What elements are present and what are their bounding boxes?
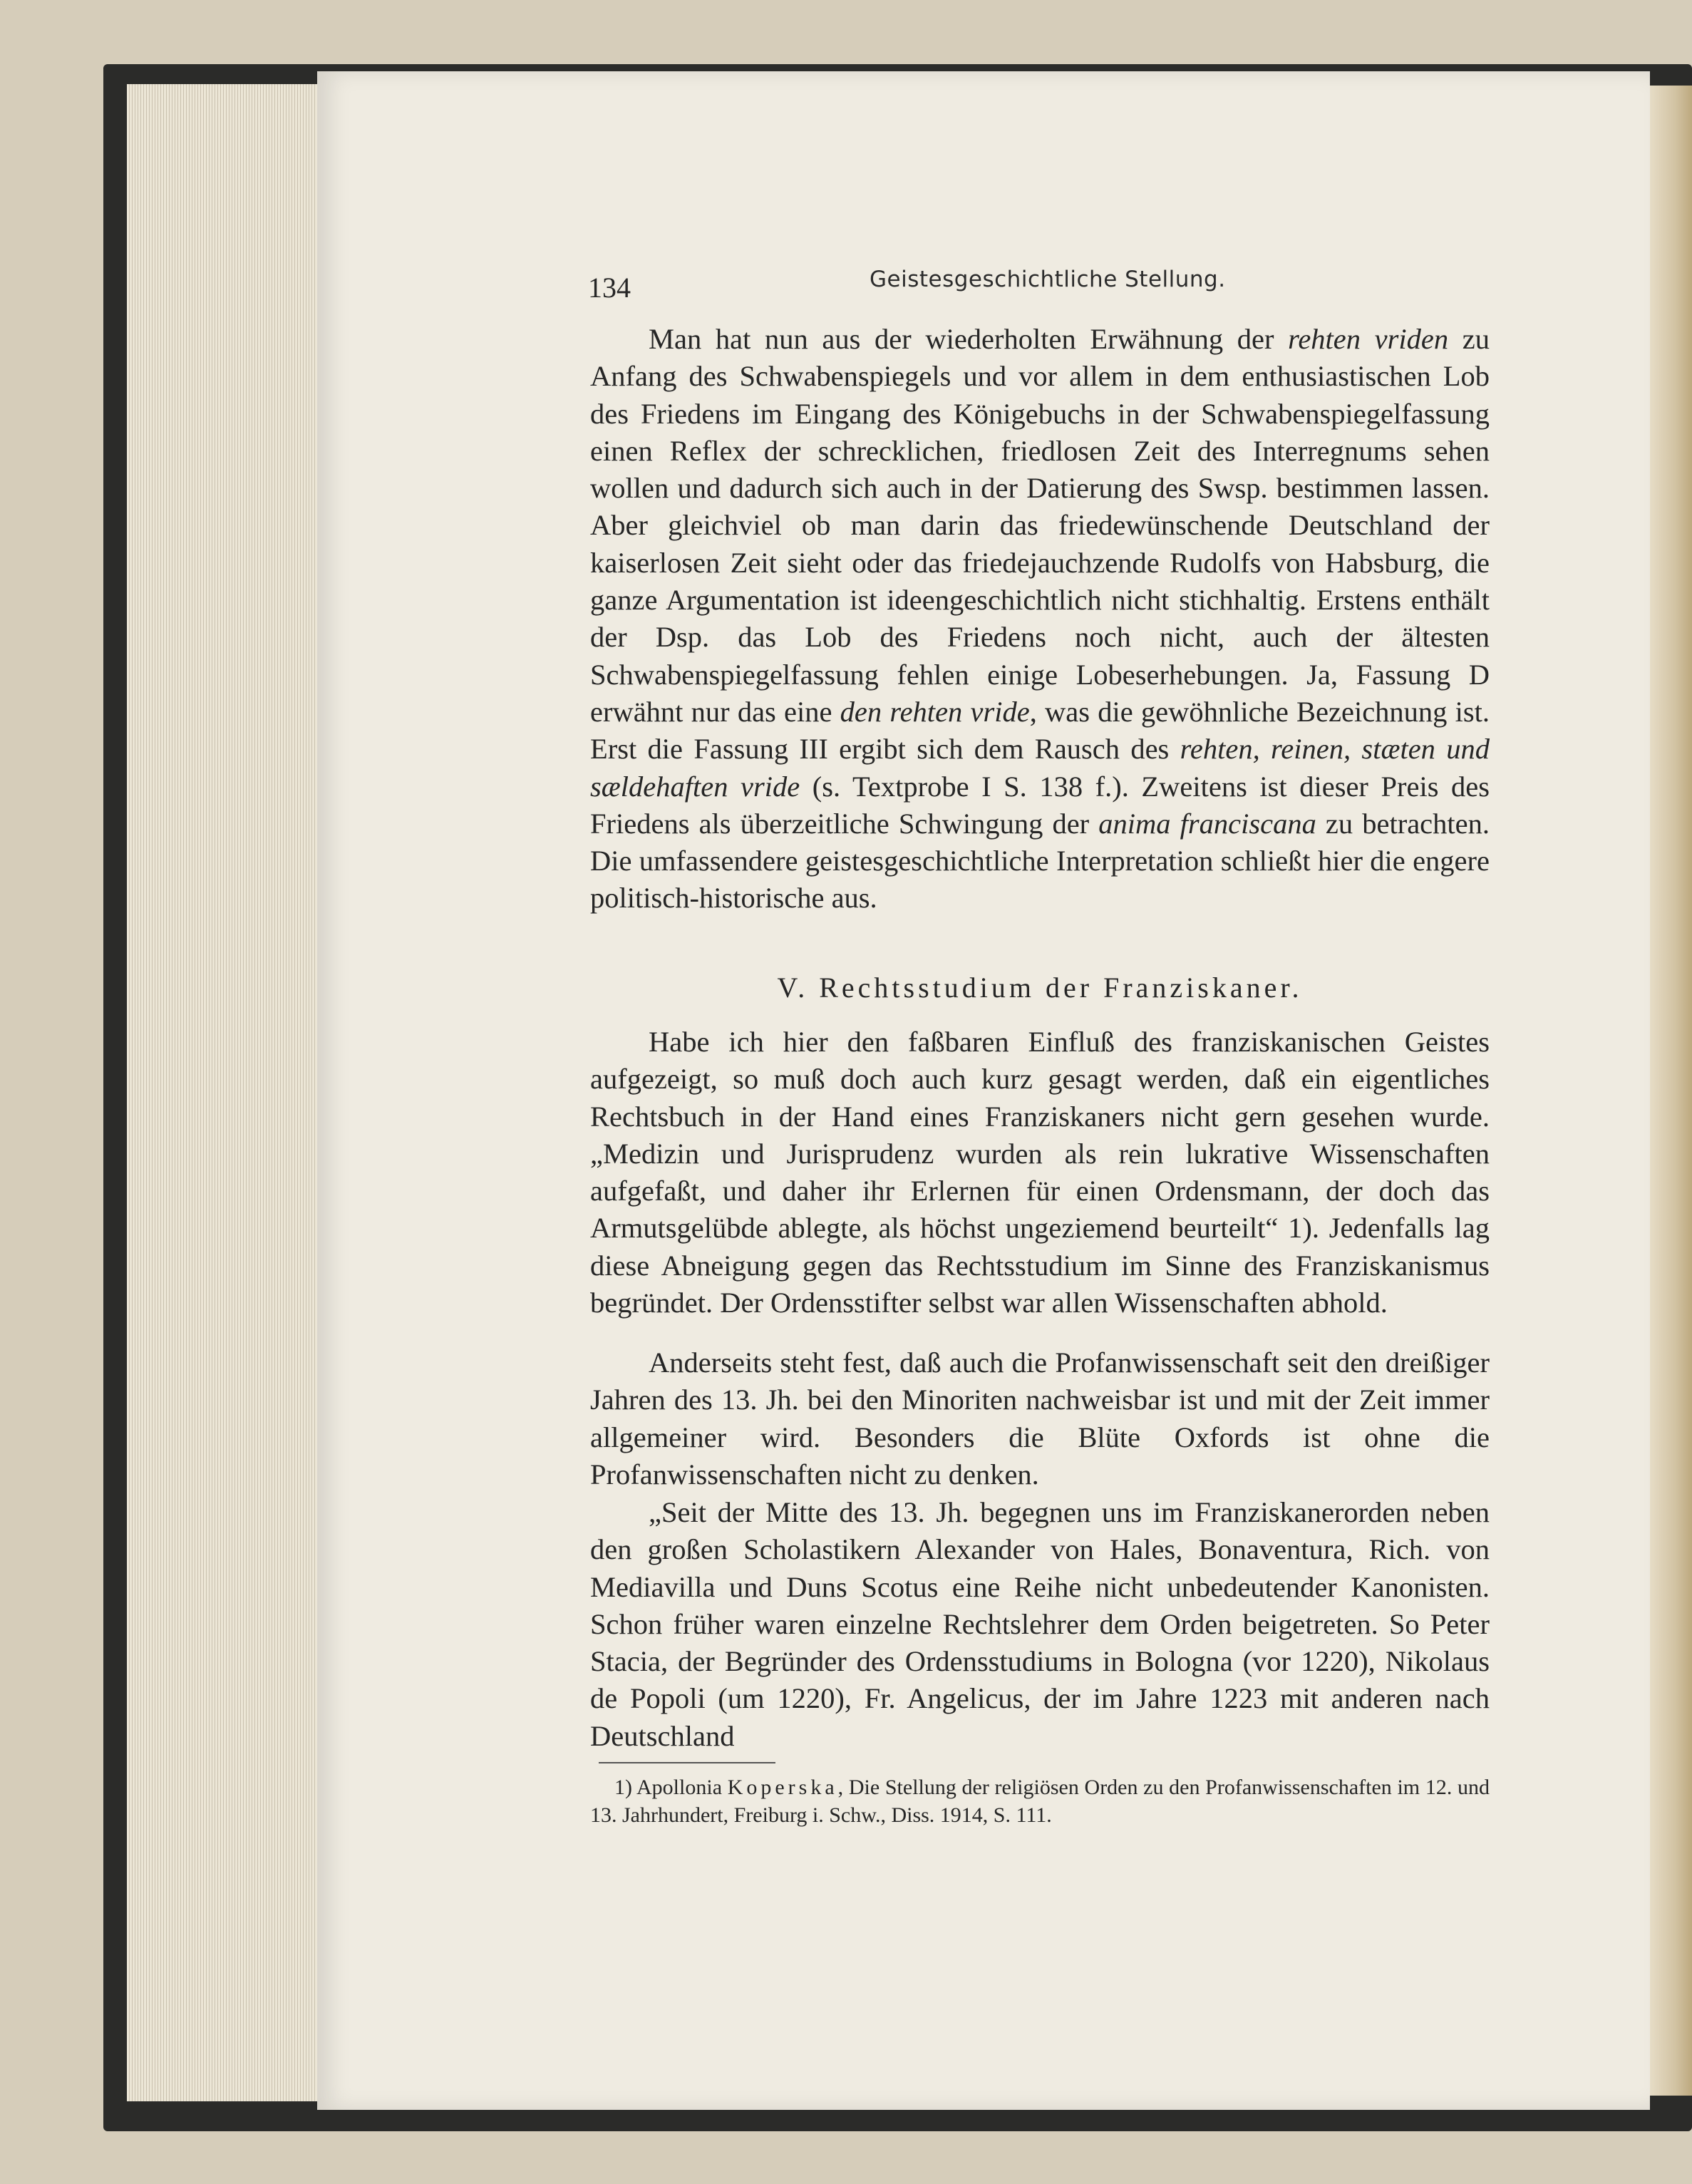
running-head [588,262,1493,305]
footnote-text: , Die Stellung der religiösen Orden zu den Profanwissenschaften im 12. und 13. Jahrhundert, Freiburg i. Schw., Diss. 1914, S. 111. [590,1776,1490,1827]
binding-edge [1650,86,1692,2096]
text-run: Man hat nun aus der wiederholten Erwähnung der [649,323,1289,355]
paragraph-2: Habe ich hier den faßbaren Einfluß des franziskanischen Geistes aufgezeigt, so muß doch auch kurz gesagt werden, daß ein eigentliches Rechtsbuch in der Hand eines Franziskaners nicht gern gesehen wurde. „Medizin und Jurisprudenz wurden als rein lukrative Wissenschaften aufgefaßt, und daher ihr Erlernen für einen Ordensmann, der doch das Armutsgelübde ablegte, als höchst ungeziemend beurteilt“ 1). Jedenfalls lag diese Abneigung gegen das Rechtsstudium im Sinne des Franziskanismus begründet. Der Ordensstifter selbst war allen Wissenschaften abhold. [590,1026,1490,1319]
italic-term: rehten, reinen, stæten und sældehaften vride [590,733,1490,803]
paragraph-1 [590,321,1490,917]
paragraph-3: Anderseits steht fest, daß auch die Profanwissenschaft seit den dreißiger Jahren des 13. Jh. bei den Minoriten nachweisbar ist und mit der Zeit immer allgemeiner wird. Besonders die Blüte Oxfords ist ohne die Profanwissenschaften nicht zu denken. [590,1346,1490,1490]
page-number: 134 [588,272,631,304]
text-run: (s. Textprobe I S. 138 f.). Zweitens ist dieser Preis des Friedens als überzeitliche Schwingung der [590,770,1490,840]
footnote [590,1773,1490,1829]
footnote-author: Koperska [727,1776,838,1799]
italic-term: anima franciscana [1098,807,1316,840]
text-run: zu betrachten. Die umfassendere geistesgeschichtliche Interpretation schließt hier die engere politisch-historische aus. [590,807,1490,915]
page-edges [127,84,321,2101]
italic-term: rehten vriden [1288,323,1449,355]
running-title: Geistesgeschichtliche Stellung. [870,267,1226,292]
section-heading: V. Rechtsstudium der Franziskaner. [777,972,1303,1004]
footnote-rule [599,1762,775,1763]
text-run: , was die gewöhnliche Bezeichnung ist. Erst die Fassung III ergibt sich dem Rausch des [590,695,1490,766]
paragraph-4: „Seit der Mitte des 13. Jh. begegnen uns im Franziskanerorden neben den großen Scholastikern Alexander von Hales, Bonaventura, Rich. von Mediavilla und Duns Scotus eine Reihe nicht unbedeutender Kanonisten. Schon früher waren einzelne Rechtslehrer dem Orden beigetreten. So Peter Stacia, der Begründer des Ordensstudiums in Bologna (vor 1220), Nikolaus de Popoli (um 1220), Fr. Angelicus, der im Jahre 1223 mit anderen nach Deutschland [590,1496,1490,1752]
text-run: zu Anfang des Schwabenspiegels und vor allem in dem enthusiastischen Lob des Friedens im Eingang des Königebuchs in der Schwabenspiegelfassung einen Reflex der schrecklichen, friedlosen Zeit des Interregnums sehen wollen und dadurch sich auch in der Datierung des Swsp. bestimmen lassen. Aber gleichviel ob man darin das friedewünschende Deutschland der kaiserlosen Zeit sieht oder das friedejauchzende Rudolfs von Habsburg, die ganze Argumentation ist ideengeschichtlich nicht stichhaltig. Erstens enthält der Dsp. das Lob des Friedens noch nicht, auch der ältesten Schwabenspiegelfassung fehlen einige Lobeserhebungen. Ja, Fassung D erwähnt nur das eine [590,323,1490,728]
italic-term: den rehten vride [840,695,1030,728]
footnote-text: 1) Apollonia [614,1776,728,1799]
